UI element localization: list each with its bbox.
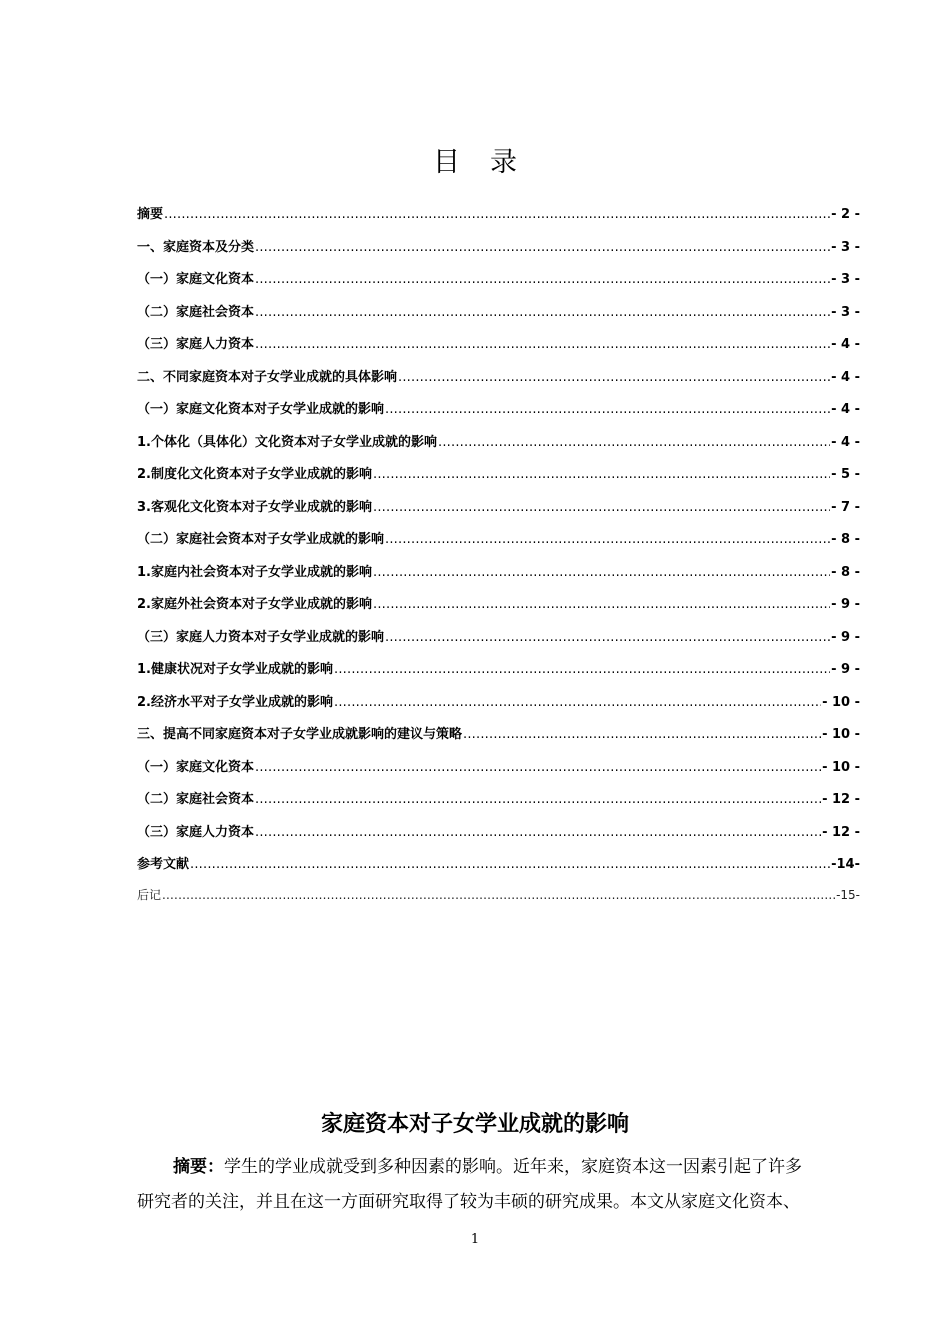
dot-leader (255, 337, 830, 352)
toc-entry-page: - 12 - (822, 824, 860, 840)
toc-entry[interactable] (137, 366, 860, 399)
dot-leader (255, 305, 830, 320)
dot-leader (255, 240, 830, 255)
toc-entry-title: （三）家庭人力资本对子女学业成就的影响 (137, 629, 385, 645)
toc-entry-page: - 4 - (831, 369, 860, 385)
article-title: 家庭资本对子女学业成就的影响 (320, 1112, 629, 1137)
toc-entry-title: （一）家庭文化资本对子女学业成就的影响 (137, 402, 385, 417)
toc-entry[interactable] (137, 398, 860, 431)
toc-entry-page: - 12 - (822, 792, 860, 807)
dot-leader (334, 662, 830, 677)
toc-entry-title: （一）家庭文化资本 (137, 759, 255, 775)
toc-entry-title: 1.个体化（具体化）文化资本对子女学业成就的影响 (137, 434, 437, 450)
toc-entry[interactable] (137, 658, 860, 691)
dot-leader (373, 565, 830, 580)
toc-entry[interactable] (137, 561, 860, 594)
toc-entry[interactable] (137, 853, 860, 886)
toc-entry[interactable] (137, 626, 860, 659)
toc-entry-page: - 4 - (831, 402, 860, 417)
table-of-contents (137, 203, 860, 918)
dot-leader (162, 888, 835, 902)
toc-entry-title: 1.家庭内社会资本对子女学业成就的影响 (137, 564, 372, 580)
toc-entry-page: - 4 - (831, 337, 860, 352)
toc-entry-page: - 7 - (831, 499, 860, 515)
toc-entry[interactable] (137, 528, 860, 561)
dot-leader (334, 695, 821, 710)
dot-leader (255, 760, 821, 775)
toc-heading-char-2: 录 (490, 147, 517, 178)
dot-leader (385, 532, 830, 547)
toc-entry[interactable] (137, 236, 860, 269)
abstract-line-2: 研究者的关注，并且在这一方面研究取得了较为丰硕的研究成果。本文从家庭文化资本、 (137, 1192, 800, 1212)
toc-entry[interactable] (137, 301, 860, 334)
toc-entry[interactable] (137, 333, 860, 366)
dot-leader (373, 597, 830, 612)
toc-entry-title: 2.经济水平对子女学业成就的影响 (137, 694, 333, 710)
toc-entry-page: - 10 - (822, 727, 860, 742)
toc-heading (0, 140, 950, 179)
toc-entry[interactable] (137, 756, 860, 789)
toc-entry-title: 3.客观化文化资本对子女学业成就的影响 (137, 499, 372, 515)
toc-entry-title: 后记 (137, 887, 162, 902)
abstract-line-1 (137, 1150, 860, 1185)
toc-entry-page: - 3 - (831, 272, 860, 287)
toc-entry[interactable] (137, 691, 860, 724)
toc-entry-page: - 8 - (831, 532, 860, 547)
toc-entry-title: 二、不同家庭资本对子女学业成就的具体影响 (137, 369, 398, 385)
toc-entry-page: - 4 - (831, 434, 860, 450)
toc-entry-page: - 2 - (831, 207, 860, 222)
abstract-text-1: 学生的学业成就受到多种因素的影响。近年来，家庭资本这一因素引起了许多 (224, 1157, 802, 1177)
dot-leader (385, 630, 830, 645)
toc-entry[interactable] (137, 723, 860, 756)
toc-entry[interactable] (137, 821, 860, 854)
dot-leader (255, 792, 821, 807)
toc-entry-title: （二）家庭社会资本 (137, 304, 255, 320)
abstract-label: 摘要： (173, 1157, 224, 1177)
dot-leader (255, 825, 821, 840)
page-number: 1 (470, 1232, 480, 1247)
toc-entry-page: - 3 - (831, 304, 860, 320)
toc-entry-title: 1.健康状况对子女学业成就的影响 (137, 662, 333, 677)
toc-entry[interactable] (137, 268, 860, 301)
toc-entry[interactable] (137, 593, 860, 626)
dot-leader (438, 435, 830, 450)
toc-entry-title: 摘要 (137, 207, 164, 222)
dot-leader (255, 272, 830, 287)
dot-leader (385, 402, 830, 417)
dot-leader (164, 207, 830, 222)
toc-entry[interactable] (137, 886, 860, 919)
toc-entry-title: （二）家庭社会资本对子女学业成就的影响 (137, 532, 385, 547)
toc-entry[interactable] (137, 496, 860, 529)
toc-entry[interactable] (137, 431, 860, 464)
toc-entry-title: 参考文献 (137, 857, 190, 872)
toc-heading-char-1: 目 (433, 147, 460, 178)
toc-entry-page: - 9 - (831, 662, 860, 677)
toc-entry-page: - 8 - (831, 564, 860, 580)
toc-entry-page: - 10 - (822, 694, 860, 710)
toc-entry[interactable] (137, 463, 860, 496)
toc-entry-page: -15- (836, 887, 860, 902)
toc-entry-title: （三）家庭人力资本 (137, 337, 255, 352)
dot-leader (398, 370, 830, 385)
toc-entry-title: （三）家庭人力资本 (137, 824, 255, 840)
dot-leader (463, 727, 821, 742)
toc-entry-page: - 3 - (831, 239, 860, 255)
toc-entry-page: - 10 - (822, 759, 860, 775)
toc-entry[interactable] (137, 788, 860, 821)
toc-entry-title: （一）家庭文化资本 (137, 272, 255, 287)
toc-entry[interactable] (137, 203, 860, 236)
toc-entry-title: （二）家庭社会资本 (137, 792, 255, 807)
dot-leader (190, 857, 830, 872)
toc-entry-title: 三、提高不同家庭资本对子女学业成就影响的建议与策略 (137, 727, 463, 742)
toc-entry-page: - 5 - (831, 467, 860, 482)
toc-entry-page: -14- (831, 857, 860, 872)
toc-entry-title: 2.制度化文化资本对子女学业成就的影响 (137, 467, 372, 482)
toc-entry-page: - 9 - (831, 597, 860, 612)
toc-entry-title: 一、家庭资本及分类 (137, 239, 255, 255)
dot-leader (373, 500, 830, 515)
dot-leader (373, 467, 830, 482)
toc-entry-title: 2.家庭外社会资本对子女学业成就的影响 (137, 597, 372, 612)
abstract (137, 1150, 860, 1220)
toc-entry-page: - 9 - (831, 629, 860, 645)
